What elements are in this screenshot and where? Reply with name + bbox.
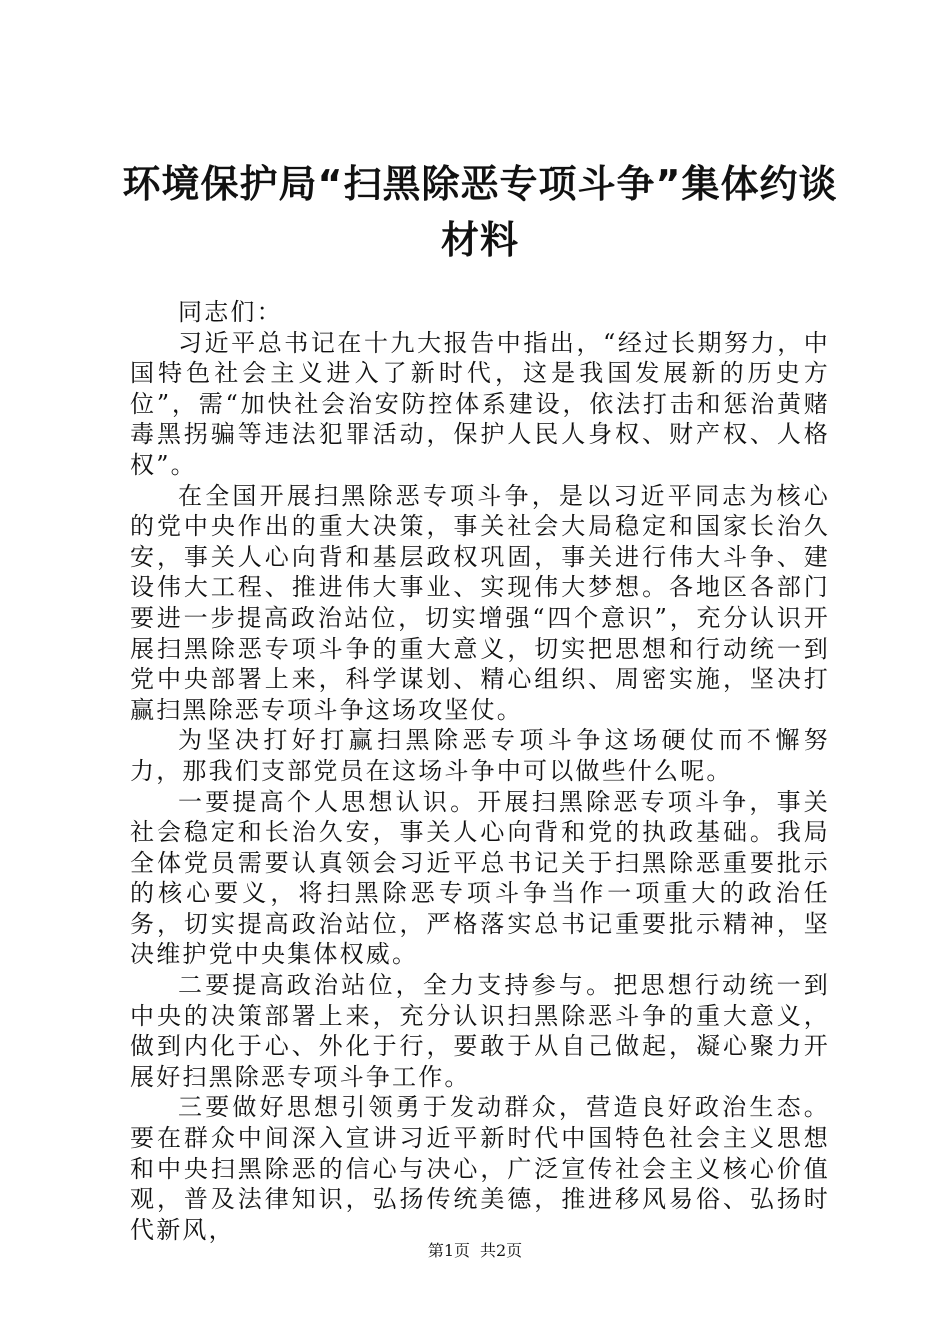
paragraph-2: 在全国开展扫黑除恶专项斗争，是以习近平同志为核心的党中央作出的重大决策，事关社会大局稳定和国家长治久安，事关人心向背和基层政权巩固，事关进行伟大斗争、建设伟大工程、推进伟大事业、实现伟大梦想。各地区各部门要进一步提高政治站位，切实增强“四个意识”，充分认识开展扫黑除恶专项斗争的重大意义，切实把思想和行动统一到党中央部署上来，科学谋划、精心组织、周密实施，坚决打赢扫黑除恶专项斗争这场攻坚仗。	[130, 481, 830, 724]
document-body	[130, 297, 830, 1245]
paragraph-6: 三要做好思想引领勇于发动群众，营造良好政治生态。要在群众中间深入宣讲习近平新时代中国特色社会主义思想和中央扫黑除恶的信心与决心，广泛宣传社会主义核心价值观，普及法律知识，弘扬传统美德，推进移风易俗、弘扬时代新风，	[130, 1093, 830, 1244]
paragraph-3: 为坚决打好打赢扫黑除恶专项斗争这场硬仗而不懈努力，那我们支部党员在这场斗争中可以做些什么呢。	[130, 726, 830, 785]
document-title: 环境保护局“扫黑除恶专项斗争”集体约谈材料	[122, 162, 838, 262]
page-number: 第1页	[427, 1241, 470, 1260]
paragraph-4: 一要提高个人思想认识。开展扫黑除恶专项斗争，事关社会稳定和长治久安，事关人心向背和党的执政基础。我局全体党员需要认真领会习近平总书记关于扫黑除恶重要批示的核心要义，将扫黑除恶专项斗争当作一项重大的政治任务，切实提高政治站位，严格落实总书记重要批示精神，坚决维护党中央集体权威。	[130, 787, 830, 969]
paragraph-1: 习近平总书记在十九大报告中指出，“经过长期努力，中国特色社会主义进入了新时代，这是我国发展新的历史方位”，需“加快社会治安防控体系建设，依法打击和惩治黄赌毒黑拐骗等违法犯罪活动，保护人民人身权、财产权、人格权”。	[130, 328, 830, 479]
page-total: 共2页	[480, 1241, 523, 1260]
page-footer	[0, 1241, 950, 1261]
greeting: 同志们：	[178, 298, 283, 326]
paragraph-5: 二要提高政治站位，全力支持参与。把思想行动统一到中央的决策部署上来，充分认识扫黑除恶斗争的重大意义，做到内化于心、外化于行，要敢于从自己做起，凝心聚力开展好扫黑除恶专项斗争工作。	[130, 971, 830, 1091]
